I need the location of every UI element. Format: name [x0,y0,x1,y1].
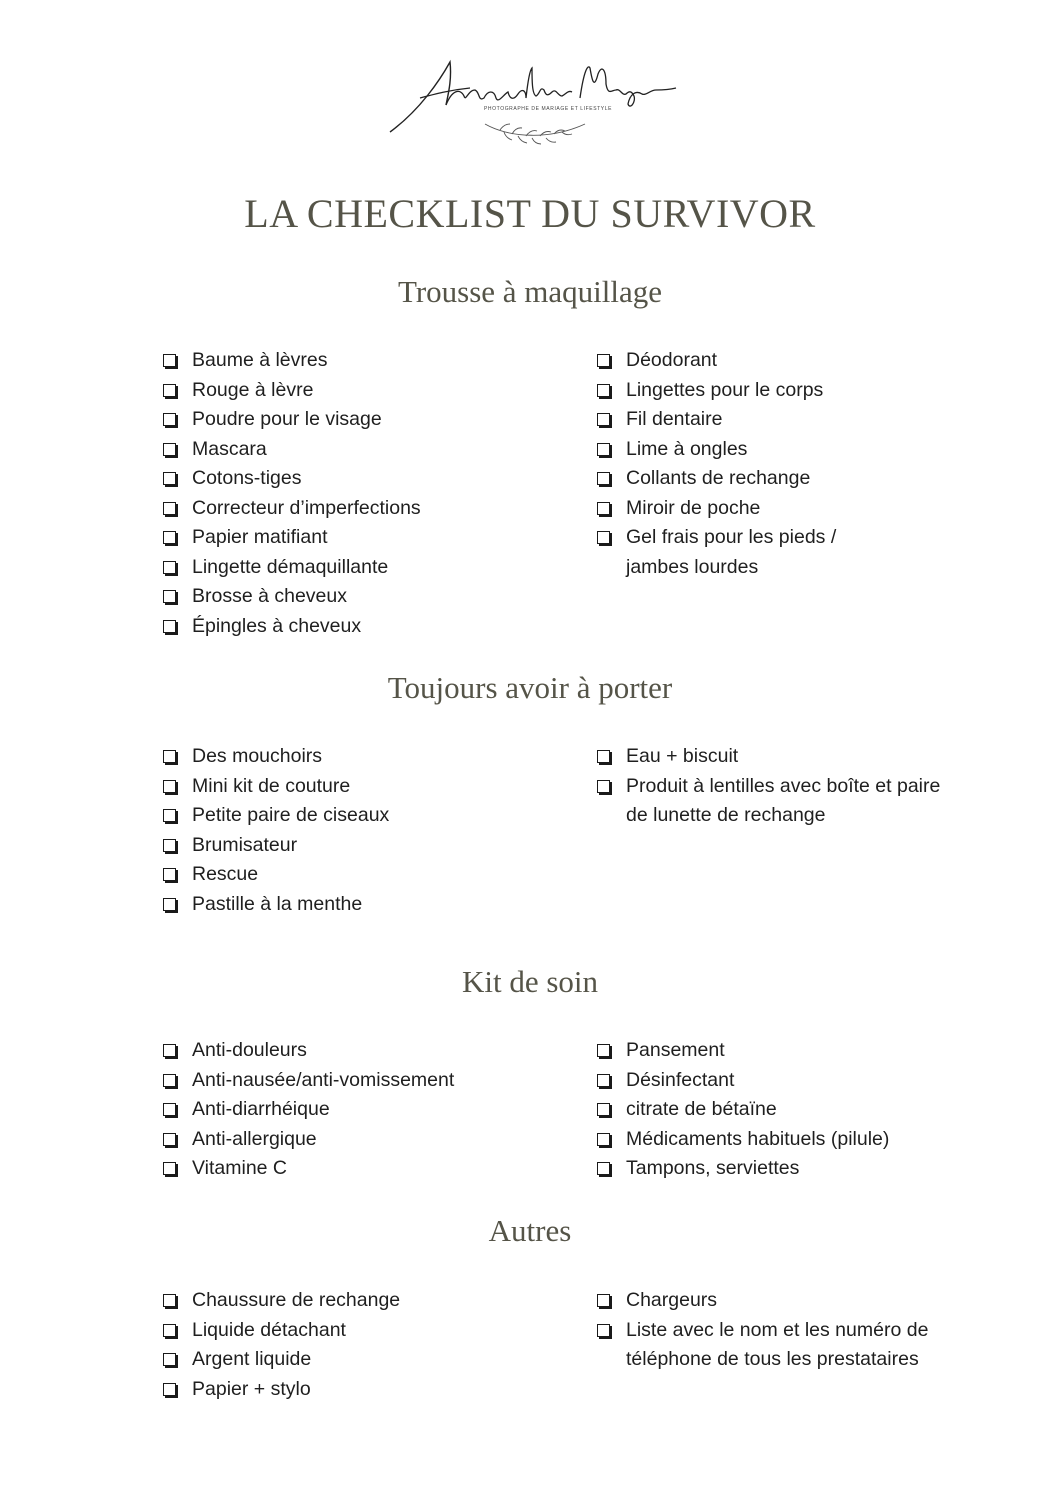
checkbox-icon[interactable] [163,1324,176,1337]
checklist-item[interactable] [160,1125,580,1155]
checkbox-icon[interactable] [597,780,610,793]
item-label: Fil dentaire [626,408,723,430]
item-label: Anti-allergique [192,1127,317,1150]
checkbox-icon[interactable] [163,1133,176,1146]
checklist-item[interactable] [160,1316,580,1346]
item-label: Anti-douleurs [192,1039,307,1061]
checklist-item[interactable] [594,494,954,524]
checkbox-icon[interactable] [163,809,176,822]
checklist-item[interactable] [160,1375,580,1405]
checklist-item[interactable] [160,801,580,831]
item-label: Baume à lèvres [192,349,328,371]
checklist-item[interactable] [594,1066,954,1096]
item-label: citrate de bétaïne [626,1098,777,1120]
checklist-column-left [160,1286,580,1404]
brand-logo [380,50,680,160]
checkbox-icon[interactable] [163,1162,176,1175]
checklist-item[interactable] [594,1036,954,1066]
checkbox-icon[interactable] [163,1383,176,1396]
item-label: Tampons, serviettes [626,1157,800,1179]
item-label: Correcteur d’imperfections [192,496,421,519]
item-label: Désinfectant [626,1068,735,1091]
checklist-item[interactable] [594,742,954,772]
checklist-item[interactable] [160,772,580,802]
checkbox-icon[interactable] [597,384,610,397]
checklist-item[interactable] [594,1095,954,1125]
checkbox-icon[interactable] [163,1044,176,1057]
item-label: Rouge à lèvre [192,378,314,401]
page-title: LA CHECKLIST DU SURVIVOR [244,191,816,236]
item-label: Gel frais pour les pieds / jambes lourdes [626,526,837,578]
checklist-item[interactable] [594,772,966,831]
checklist-item[interactable] [160,553,580,583]
checklist-item[interactable] [160,742,580,772]
checkbox-icon[interactable] [597,1324,610,1337]
item-label: Pansement [626,1039,725,1061]
checklist-item[interactable] [594,1125,954,1155]
checklist-item[interactable] [160,1286,580,1316]
checklist-item[interactable] [594,405,954,435]
item-label: Déodorant [626,349,718,371]
checkbox-icon[interactable] [597,531,610,544]
item-label: Rescue [192,863,259,885]
logo-tagline: PHOTOGRAPHE DE MARIAGE ET LIFESTYLE [484,106,613,112]
checkbox-icon[interactable] [163,384,176,397]
item-label: Petite paire de ciseaux [192,804,390,826]
checkbox-icon[interactable] [597,1162,610,1175]
checkbox-icon[interactable] [597,413,610,426]
item-label: Argent liquide [192,1348,312,1370]
checklist-column-right [594,1036,954,1184]
item-label: Épingles à cheveux [192,614,362,637]
item-label: Eau + biscuit [626,745,739,767]
checklist-column-right [594,346,954,582]
checklist-column-left [160,1036,580,1184]
item-label: Papier + stylo [192,1377,311,1400]
checkbox-icon[interactable] [163,590,176,603]
checklist-item[interactable] [160,1345,580,1375]
item-label: Brosse à cheveux [192,585,348,607]
signature-logo [380,50,680,160]
checklist-item[interactable] [160,405,580,435]
checklist-item[interactable] [160,435,580,465]
checklist-item[interactable] [160,376,580,406]
item-label: Pastille à la menthe [192,892,363,915]
checkbox-icon[interactable] [163,868,176,881]
checkbox-icon[interactable] [597,1074,610,1087]
item-label: Chargeurs [626,1289,718,1311]
checkbox-icon[interactable] [163,1294,176,1307]
checklist-column-right [594,742,954,831]
checklist-item[interactable] [160,523,580,553]
checklist-item[interactable] [160,1036,580,1066]
olive-branch-icon [485,124,585,144]
checkbox-icon[interactable] [163,472,176,485]
checkbox-icon[interactable] [597,1294,610,1307]
checklist-item[interactable] [594,523,896,582]
item-label: Anti-diarrhéique [192,1098,330,1120]
checkbox-icon[interactable] [163,1074,176,1087]
item-label: Miroir de poche [626,496,761,519]
checklist-item[interactable] [160,890,580,920]
checkbox-icon[interactable] [163,354,176,367]
checklist-item[interactable] [160,1066,580,1096]
checkbox-icon[interactable] [597,1044,610,1057]
checkbox-icon[interactable] [163,620,176,633]
item-label: Lingette démaquillante [192,555,389,578]
checkbox-icon[interactable] [163,839,176,852]
checklist-item[interactable] [594,464,954,494]
item-label: Vitamine C [192,1157,288,1179]
item-label: Liste avec le nom et les numéro de téléphone de tous les prestataires [626,1318,929,1370]
checkbox-icon[interactable] [163,780,176,793]
checkbox-icon[interactable] [163,443,176,456]
item-label: Mini kit de couture [192,774,351,797]
checkbox-icon[interactable] [163,561,176,574]
checkbox-icon[interactable] [597,354,610,367]
checklist-item[interactable] [160,1154,580,1184]
checkbox-icon[interactable] [163,531,176,544]
checklist-column-left [160,346,580,641]
item-label: Lime à ongles [626,437,748,460]
checkbox-icon[interactable] [597,443,610,456]
section-title-toujours: Toujours avoir à porter [387,670,673,705]
checkbox-icon[interactable] [597,1133,610,1146]
checkbox-icon[interactable] [597,502,610,515]
checkbox-icon[interactable] [597,1103,610,1116]
section-title-kit-de-soin: Kit de soin [461,964,599,999]
section-title-autres: Autres [488,1213,572,1248]
item-label: Collants de rechange [626,467,811,489]
item-label: Poudre pour le visage [192,408,382,430]
section-title-trousse: Trousse à maquillage [397,274,663,309]
checkbox-icon[interactable] [163,413,176,426]
item-label: Médicaments habituels (pilule) [626,1127,890,1150]
item-label: Produit à lentilles avec boîte et paire de lunette de rechange [626,774,941,826]
checkbox-icon[interactable] [163,1103,176,1116]
checklist-item[interactable] [160,346,580,376]
item-label: Mascara [192,437,267,460]
checkbox-icon[interactable] [597,750,610,763]
checklist-item[interactable] [160,860,580,890]
item-label: Brumisateur [192,833,298,856]
checklist-item[interactable] [160,494,580,524]
item-label: Cotons-tiges [192,467,302,489]
checkbox-icon[interactable] [163,750,176,763]
checkbox-icon[interactable] [163,502,176,515]
checklist-column-left [160,742,580,919]
checklist-item[interactable] [594,435,954,465]
checklist-item[interactable] [160,464,580,494]
checklist-item[interactable] [160,831,580,861]
item-label: Des mouchoirs [192,745,323,767]
checklist-item[interactable] [594,376,954,406]
checklist-item[interactable] [160,612,580,642]
item-label: Liquide détachant [192,1318,346,1341]
checklist-item[interactable] [594,1316,966,1375]
checklist-item[interactable] [160,1095,580,1125]
checkbox-icon[interactable] [597,472,610,485]
checklist-item[interactable] [594,1286,954,1316]
checkbox-icon[interactable] [163,898,176,911]
checklist-item[interactable] [160,582,580,612]
item-label: Lingettes pour le corps [626,378,824,401]
checklist-item[interactable] [594,346,954,376]
item-label: Chaussure de rechange [192,1289,401,1311]
item-label: Papier matifiant [192,526,328,548]
checkbox-icon[interactable] [163,1353,176,1366]
checklist-column-right [594,1286,954,1375]
checklist-item[interactable] [594,1154,954,1184]
item-label: Anti-nausée/anti-vomissement [192,1068,455,1091]
